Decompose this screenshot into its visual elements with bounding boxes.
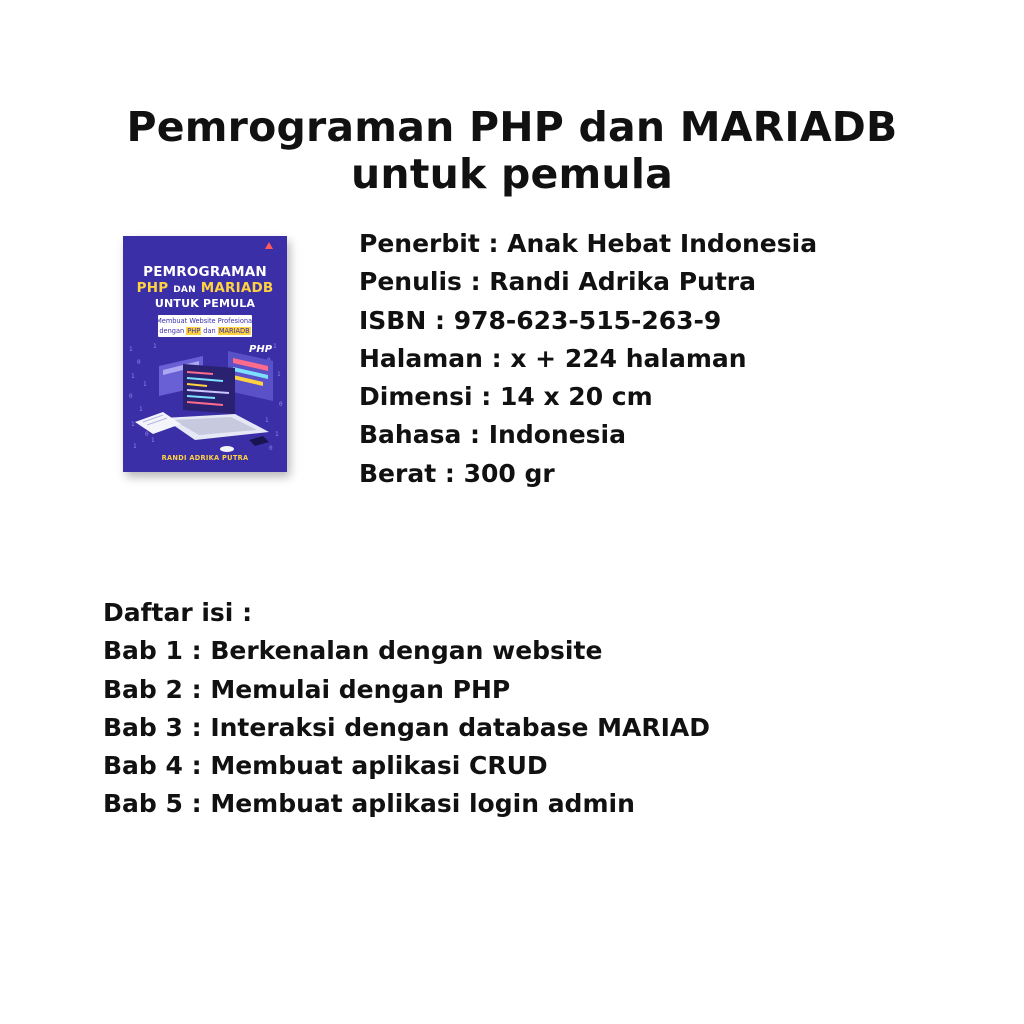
toc-item-bab-5: Bab 5 : Membuat aplikasi login admin (103, 789, 635, 819)
cover-subtitle-mariadb: MARIADB (218, 327, 250, 335)
svg-text:1: 1 (129, 346, 133, 353)
cover-subtitle-dan: dan (201, 327, 218, 335)
svg-text:1: 1 (277, 371, 281, 378)
toc-item-bab-2: Bab 2 : Memulai dengan PHP (103, 674, 511, 704)
detail-dimensions: Dimensi : 14 x 20 cm (359, 382, 653, 412)
cover-php-label: PHP (249, 344, 273, 355)
detail-author: Penulis : Randi Adrika Putra (359, 267, 756, 297)
toc-list (103, 632, 710, 823)
table-of-contents (103, 594, 710, 824)
svg-text:1: 1 (265, 417, 269, 424)
svg-text:0: 0 (269, 445, 273, 452)
detail-pages: Halaman : x + 224 halaman (359, 343, 747, 373)
detail-language: Bahasa : Indonesia (359, 420, 626, 450)
cover-title-line-1: PEMROGRAMAN (143, 264, 267, 280)
cover-subtitle-php: PHP (187, 327, 201, 335)
cover-subtitle-line-2 (153, 327, 257, 335)
cover-title-dan: DAN (173, 285, 196, 295)
svg-text:1: 1 (143, 381, 147, 388)
toc-heading: Daftar isi : (103, 598, 253, 627)
svg-text:0: 0 (137, 359, 141, 366)
svg-text:1: 1 (131, 421, 135, 428)
page-title-line-2: untuk pemula (351, 150, 673, 198)
svg-text:1: 1 (273, 343, 277, 350)
svg-text:1: 1 (133, 443, 137, 450)
detail-publisher: Penerbit : Anak Hebat Indonesia (359, 229, 818, 258)
detail-isbn: ISBN : 978-623-515-263-9 (359, 305, 722, 335)
cover-subtitle-line-1: Membuat Website Profesional (156, 317, 254, 325)
svg-text:1: 1 (153, 343, 157, 350)
book-cover-image (123, 236, 287, 472)
cover-title-mariadb: MARIADB (195, 280, 274, 296)
book-details-list (359, 225, 817, 493)
svg-text:0: 0 (145, 431, 149, 438)
page-title (0, 104, 1024, 198)
page-title-line-1: Pemrograman PHP dan MARIADB (126, 103, 898, 151)
toc-item-bab-3: Bab 3 : Interaksi dengan database MARIAD (103, 712, 710, 742)
toc-item-bab-1: Bab 1 : Berkenalan dengan website (103, 636, 603, 666)
svg-text:1: 1 (275, 431, 279, 438)
svg-text:0: 0 (279, 401, 283, 408)
cover-author: RANDI ADRIKA PUTRA (161, 454, 249, 462)
detail-weight: Berat : 300 gr (359, 458, 555, 488)
svg-text:1: 1 (131, 373, 135, 380)
toc-item-bab-4: Bab 4 : Membuat aplikasi CRUD (103, 751, 548, 781)
cover-title-line-3: UNTUK PEMULA (154, 297, 256, 310)
cover-subtitle-dengan: dengan (159, 327, 187, 335)
publisher-logo-icon (265, 242, 273, 249)
svg-text:1: 1 (139, 406, 143, 413)
svg-text:0: 0 (129, 393, 133, 400)
cover-title-php: PHP (136, 280, 174, 296)
svg-text:1: 1 (151, 437, 155, 444)
cover-title-line-2 (123, 280, 287, 296)
